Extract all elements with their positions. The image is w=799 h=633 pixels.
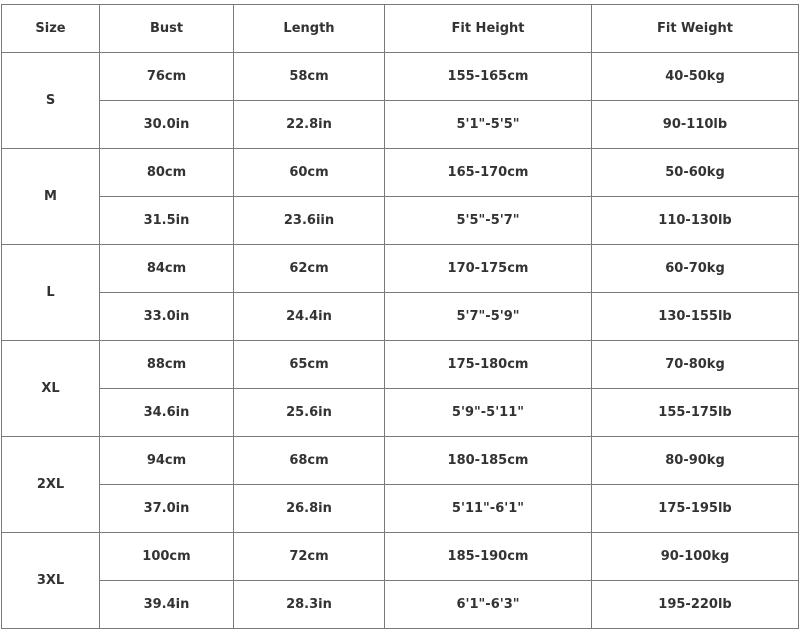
length-in-cell: 24.4in <box>234 293 385 341</box>
length-cm-cell: 68cm <box>234 437 385 485</box>
length-cm-cell: 65cm <box>234 341 385 389</box>
fit-weight-lb-cell: 155-175lb <box>592 389 799 437</box>
fit-height-cm-cell: 175-180cm <box>385 341 592 389</box>
bust-cm-cell: 80cm <box>100 149 234 197</box>
table-row <box>2 245 799 293</box>
table-row <box>2 485 799 533</box>
fit-height-cm-cell: 180-185cm <box>385 437 592 485</box>
table-row <box>2 581 799 629</box>
bust-cm-cell: 84cm <box>100 245 234 293</box>
bust-in-cell: 39.4in <box>100 581 234 629</box>
fit-weight-kg-cell: 80-90kg <box>592 437 799 485</box>
fit-height-ft-cell: 5'1"-5'5" <box>385 101 592 149</box>
bust-cm-cell: 94cm <box>100 437 234 485</box>
fit-weight-lb-cell: 130-155lb <box>592 293 799 341</box>
fit-weight-lb-cell: 110-130lb <box>592 197 799 245</box>
header-length: Length <box>234 5 385 53</box>
header-row <box>2 5 799 53</box>
size-cell: 2XL <box>2 437 100 533</box>
table-row <box>2 341 799 389</box>
header-size: Size <box>2 5 100 53</box>
fit-weight-kg-cell: 60-70kg <box>592 245 799 293</box>
bust-in-cell: 30.0in <box>100 101 234 149</box>
bust-in-cell: 31.5in <box>100 197 234 245</box>
fit-weight-lb-cell: 195-220lb <box>592 581 799 629</box>
table-row <box>2 149 799 197</box>
fit-height-ft-cell: 6'1"-6'3" <box>385 581 592 629</box>
size-cell: S <box>2 53 100 149</box>
length-in-cell: 25.6in <box>234 389 385 437</box>
fit-weight-lb-cell: 90-110lb <box>592 101 799 149</box>
table-row <box>2 53 799 101</box>
length-cm-cell: 60cm <box>234 149 385 197</box>
length-cm-cell: 72cm <box>234 533 385 581</box>
size-cell: M <box>2 149 100 245</box>
fit-height-cm-cell: 155-165cm <box>385 53 592 101</box>
length-cm-cell: 58cm <box>234 53 385 101</box>
length-in-cell: 26.8in <box>234 485 385 533</box>
fit-height-ft-cell: 5'7"-5'9" <box>385 293 592 341</box>
header-fit-weight: Fit Weight <box>592 5 799 53</box>
length-cm-cell: 62cm <box>234 245 385 293</box>
size-cell: 3XL <box>2 533 100 629</box>
fit-height-cm-cell: 185-190cm <box>385 533 592 581</box>
bust-cm-cell: 100cm <box>100 533 234 581</box>
fit-weight-kg-cell: 40-50kg <box>592 53 799 101</box>
fit-weight-kg-cell: 90-100kg <box>592 533 799 581</box>
size-cell: L <box>2 245 100 341</box>
table-row <box>2 533 799 581</box>
table-row <box>2 101 799 149</box>
bust-in-cell: 37.0in <box>100 485 234 533</box>
fit-weight-kg-cell: 50-60kg <box>592 149 799 197</box>
size-cell: XL <box>2 341 100 437</box>
fit-weight-lb-cell: 175-195lb <box>592 485 799 533</box>
bust-cm-cell: 88cm <box>100 341 234 389</box>
length-in-cell: 22.8in <box>234 101 385 149</box>
length-in-cell: 28.3in <box>234 581 385 629</box>
table-row <box>2 293 799 341</box>
fit-height-cm-cell: 165-170cm <box>385 149 592 197</box>
table-row <box>2 389 799 437</box>
fit-height-ft-cell: 5'5"-5'7" <box>385 197 592 245</box>
length-in-cell: 23.6iin <box>234 197 385 245</box>
header-fit-height: Fit Height <box>385 5 592 53</box>
header-bust: Bust <box>100 5 234 53</box>
fit-height-cm-cell: 170-175cm <box>385 245 592 293</box>
bust-cm-cell: 76cm <box>100 53 234 101</box>
size-chart-table <box>1 4 799 629</box>
bust-in-cell: 33.0in <box>100 293 234 341</box>
fit-height-ft-cell: 5'9"-5'11" <box>385 389 592 437</box>
fit-height-ft-cell: 5'11"-6'1" <box>385 485 592 533</box>
bust-in-cell: 34.6in <box>100 389 234 437</box>
table-row <box>2 197 799 245</box>
fit-weight-kg-cell: 70-80kg <box>592 341 799 389</box>
table-row <box>2 437 799 485</box>
